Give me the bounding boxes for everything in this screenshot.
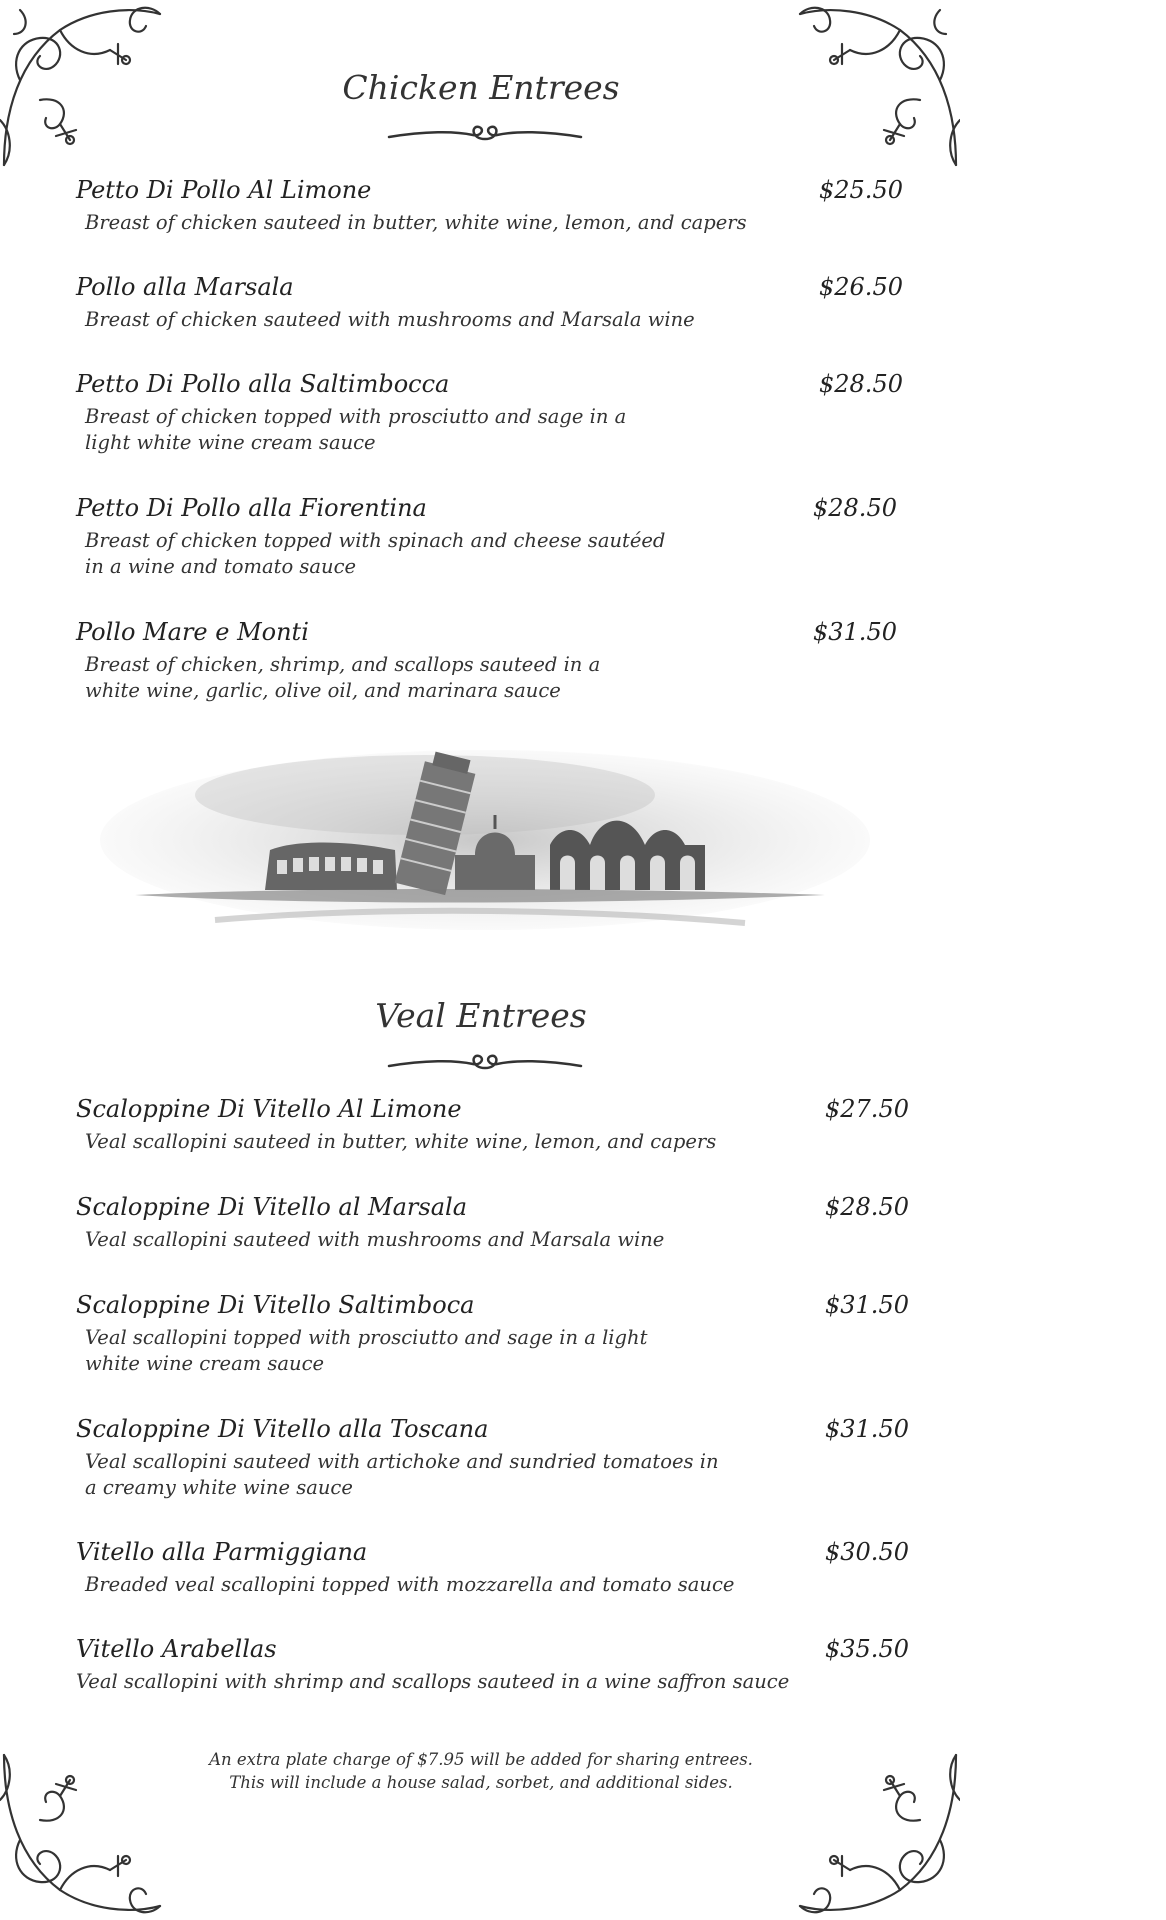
item-description: Veal scallopini sauteed in butter, white wine, lemon, and capers: [85, 1130, 717, 1153]
item-name: Pollo Mare e Monti: [76, 618, 309, 646]
item-description: Breast of chicken topped with prosciutto and sage in a light white wine cream sauce: [85, 405, 627, 454]
item-description: Breast of chicken, shrimp, and scallops sauteed in a white wine, garlic, olive oil, and marinara sauce: [85, 653, 601, 702]
item-price: $25.50: [819, 176, 903, 204]
item-name: Scaloppine Di Vitello Al Limone: [76, 1095, 462, 1123]
item-name: Petto Di Pollo Al Limone: [76, 176, 372, 204]
chicken-section-title: Chicken Entrees: [342, 68, 620, 107]
item-description: Veal scallopini sauteed with artichoke and sundried tomatoes in a creamy white wine sauce: [85, 1450, 719, 1499]
item-name: Petto Di Pollo alla Fiorentina: [76, 494, 427, 522]
item-description: Breast of chicken sauteed with mushrooms and Marsala wine: [85, 308, 695, 331]
item-price: $31.50: [813, 618, 897, 646]
item-price: $31.50: [825, 1291, 909, 1319]
item-description: Veal scallopini topped with prosciutto and sage in a light white wine cream sauce: [85, 1326, 648, 1375]
item-price: $26.50: [819, 273, 903, 301]
item-description: Veal scallopini with shrimp and scallops sauteed in a wine saffron sauce: [76, 1670, 790, 1693]
item-name: Scaloppine Di Vitello al Marsala: [76, 1193, 467, 1221]
item-name: Pollo alla Marsala: [76, 273, 294, 301]
item-price: $35.50: [825, 1635, 909, 1663]
item-description: Breast of chicken topped with spinach and cheese sautéed in a wine and tomato sauce: [85, 529, 666, 578]
italy-skyline-illustration: [95, 745, 875, 945]
item-name: Scaloppine Di Vitello alla Toscana: [76, 1415, 489, 1443]
item-description: Breast of chicken sauteed in butter, white wine, lemon, and capers: [85, 211, 747, 234]
item-name: Scaloppine Di Vitello Saltimboca: [76, 1291, 475, 1319]
item-name: Petto Di Pollo alla Saltimbocca: [76, 370, 450, 398]
flourish-divider-icon: [385, 1052, 585, 1076]
item-price: $27.50: [825, 1095, 909, 1123]
item-price: $28.50: [825, 1193, 909, 1221]
item-name: Vitello alla Parmiggiana: [76, 1538, 368, 1566]
item-description: Veal scallopini sauteed with mushrooms and Marsala wine: [85, 1228, 665, 1251]
item-price: $28.50: [819, 370, 903, 398]
item-price: $28.50: [813, 494, 897, 522]
sharing-charge-note: An extra plate charge of $7.95 will be added for sharing entrees. This will include a house salad, sorbet, and additional sides.: [209, 1750, 753, 1792]
flourish-divider-icon: [385, 123, 585, 147]
item-price: $30.50: [825, 1538, 909, 1566]
item-price: $31.50: [825, 1415, 909, 1443]
item-name: Vitello Arabellas: [76, 1635, 277, 1663]
item-description: Breaded veal scallopini topped with mozzarella and tomato sauce: [85, 1573, 735, 1596]
veal-section-title: Veal Entrees: [375, 996, 587, 1035]
